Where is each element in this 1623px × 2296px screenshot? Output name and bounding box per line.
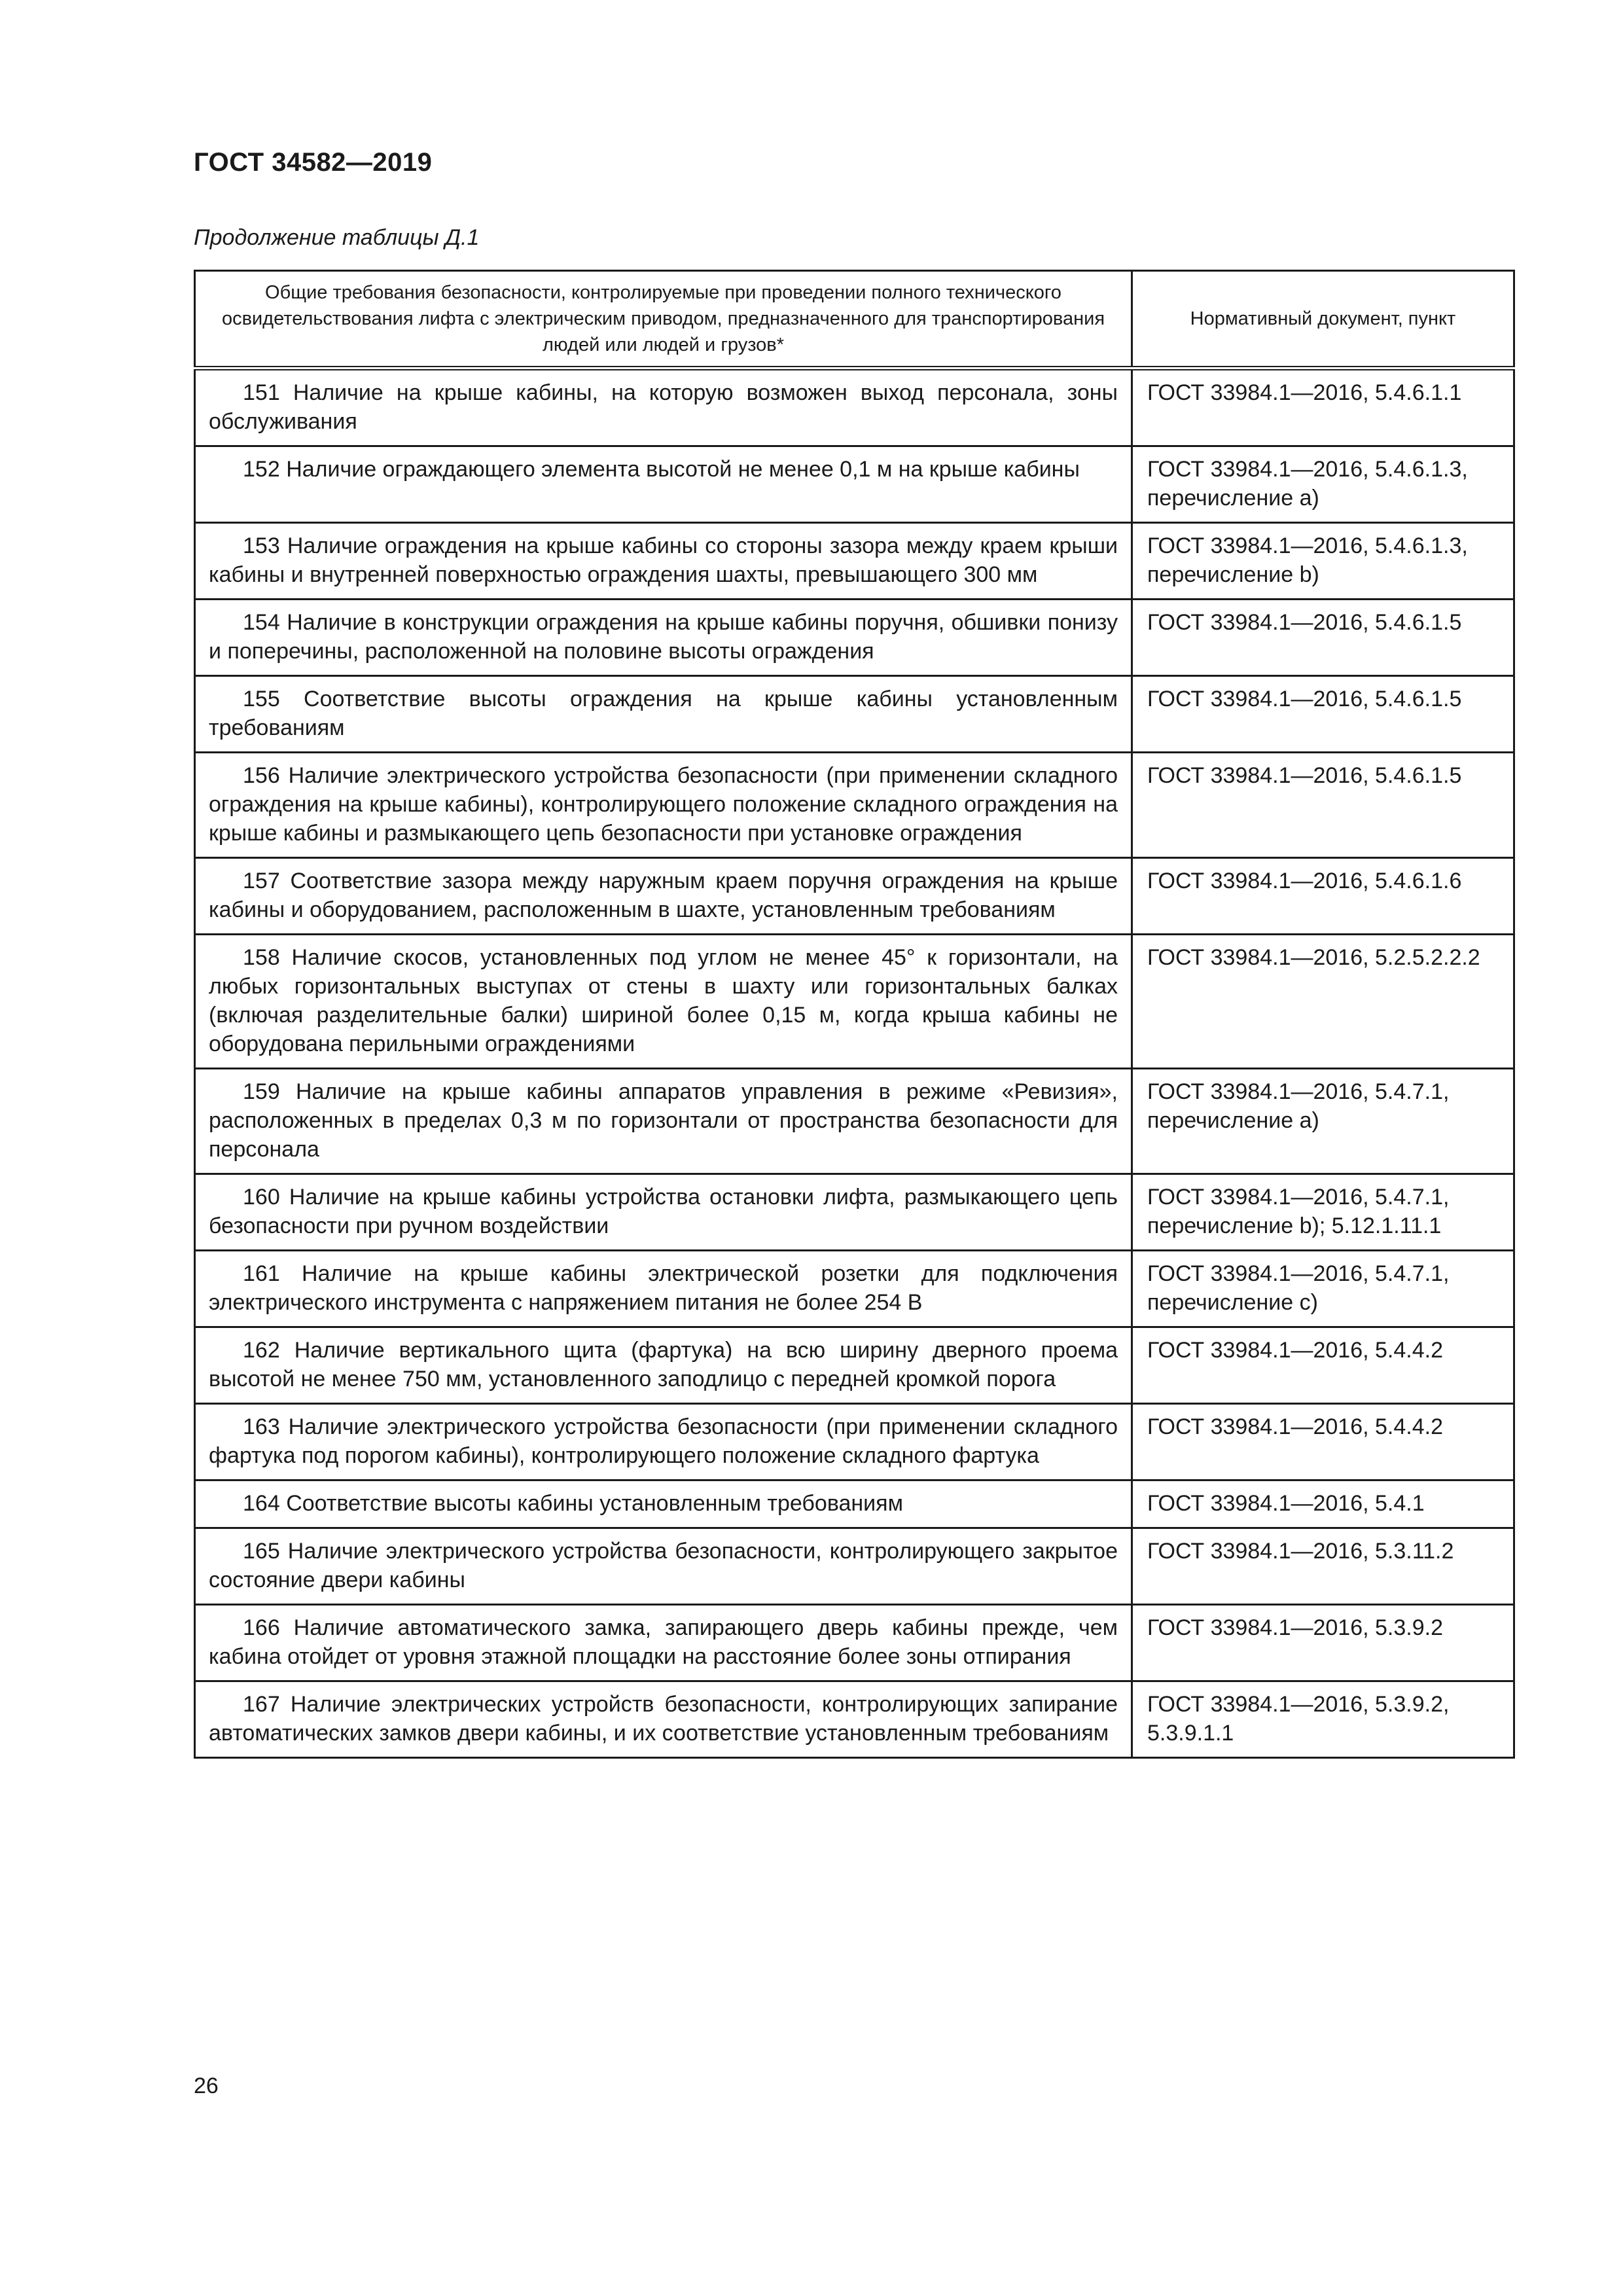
reference-cell: ГОСТ 33984.1—2016, 5.4.7.1, перечисление c) (1132, 1251, 1514, 1327)
requirement-text: Наличие на крыше кабины аппаратов управления в режиме «Ревизия», расположенных в пределах 0,3 м по горизонтали от пространства безопасности для персонала (209, 1079, 1118, 1162)
requirement-cell (195, 753, 1132, 858)
requirement-cell (195, 1404, 1132, 1480)
reference-cell: ГОСТ 33984.1—2016, 5.4.6.1.5 (1132, 676, 1514, 753)
table-row (195, 1528, 1514, 1605)
requirement-text: Соответствие высоты ограждения на крыше кабины установленным требованиям (209, 687, 1118, 740)
requirement-text: Наличие ограждающего элемента высотой не менее 0,1 м на крыше кабины (286, 457, 1080, 482)
requirement-text: Наличие скосов, установленных под углом не менее 45° к горизонтали, на любых горизонтальных выступах от стены в шахту или горизонтальных балках (включая разделительные балки) шириной более 0,15 м, когда крыша кабины не оборудована перильными ограждениями (209, 945, 1118, 1056)
requirement-cell (195, 1327, 1132, 1404)
row-number: 164 (243, 1491, 280, 1516)
requirement-cell (195, 1251, 1132, 1327)
reference-cell: ГОСТ 33984.1—2016, 5.3.11.2 (1132, 1528, 1514, 1605)
requirement-cell (195, 1480, 1132, 1528)
reference-cell: ГОСТ 33984.1—2016, 5.4.6.1.5 (1132, 753, 1514, 858)
table-row (195, 600, 1514, 676)
reference-cell: ГОСТ 33984.1—2016, 5.4.6.1.3, перечисление b) (1132, 523, 1514, 600)
row-number: 154 (243, 610, 280, 635)
table-row (195, 523, 1514, 600)
requirement-cell (195, 600, 1132, 676)
reference-cell: ГОСТ 33984.1—2016, 5.3.9.2 (1132, 1605, 1514, 1681)
requirement-text: Соответствие зазора между наружным краем поручня ограждения на крыше кабины и оборудованием, расположенным в шахте, установленным требованиям (209, 869, 1118, 922)
requirement-cell (195, 1528, 1132, 1605)
row-number: 158 (243, 945, 280, 970)
reference-cell: ГОСТ 33984.1—2016, 5.4.6.1.5 (1132, 600, 1514, 676)
table-row (195, 1251, 1514, 1327)
table-header-row (195, 271, 1514, 368)
requirement-text: Наличие электрического устройства безопасности (при применении складного фартука под порогом кабины), контролирующего положение складного фартука (209, 1414, 1118, 1468)
table-row (195, 1480, 1514, 1528)
table-row (195, 446, 1514, 523)
requirements-table (194, 270, 1515, 1759)
reference-cell: ГОСТ 33984.1—2016, 5.4.4.2 (1132, 1327, 1514, 1404)
reference-cell: ГОСТ 33984.1—2016, 5.4.7.1, перечисление a) (1132, 1069, 1514, 1174)
row-number: 166 (243, 1615, 280, 1640)
requirement-text: Соответствие высоты кабины установленным требованиям (286, 1491, 903, 1516)
row-number: 151 (243, 380, 280, 405)
reference-cell: ГОСТ 33984.1—2016, 5.4.6.1.6 (1132, 858, 1514, 935)
table-row (195, 676, 1514, 753)
row-number: 165 (243, 1539, 280, 1564)
requirement-cell (195, 1069, 1132, 1174)
table-row (195, 858, 1514, 935)
row-number: 159 (243, 1079, 280, 1104)
table-row (195, 1404, 1514, 1480)
page-number: 26 (194, 2073, 219, 2098)
requirement-cell (195, 523, 1132, 600)
row-number: 162 (243, 1338, 280, 1363)
requirement-text: Наличие на крыше кабины, на которую возможен выход персонала, зоны обслуживания (209, 380, 1118, 434)
requirement-text: Наличие в конструкции ограждения на крыше кабины поручня, обшивки понизу и поперечины, расположенной на половине высоты ограждения (209, 610, 1118, 664)
table-row (195, 753, 1514, 858)
document-code: ГОСТ 34582—2019 (194, 148, 433, 177)
requirement-text: Наличие автоматического замка, запирающего дверь кабины прежде, чем кабина отойдет от уровня этажной площадки на расстояние более зоны отпирания (209, 1615, 1118, 1669)
row-number: 167 (243, 1692, 280, 1717)
table-continuation-caption: Продолжение таблицы Д.1 (194, 225, 480, 250)
reference-cell: ГОСТ 33984.1—2016, 5.4.1 (1132, 1480, 1514, 1528)
table-row (195, 1327, 1514, 1404)
row-number: 155 (243, 687, 280, 711)
row-number: 161 (243, 1261, 280, 1286)
column-header-requirement: Общие требования безопасности, контролируемые при проведении полного технического освидетельствования лифта с электрическим приводом, предназначенного для транспортирования людей или людей и грузов* (195, 271, 1132, 368)
requirement-text: Наличие электрического устройства безопасности (при применении складного ограждения на крыше кабины), контролирующего положение складного ограждения на крыше кабины и размыкающего цепь безопасности при установке ограждения (209, 763, 1118, 846)
requirement-cell (195, 858, 1132, 935)
row-number: 153 (243, 533, 280, 558)
requirement-text: Наличие электрических устройств безопасности, контролирующих запирание автоматических замков двери кабины, и их соответствие установленным требованиям (209, 1692, 1118, 1746)
requirement-cell (195, 935, 1132, 1069)
requirement-text: Наличие на крыше кабины устройства остановки лифта, размыкающего цепь безопасности при ручном воздействии (209, 1185, 1118, 1238)
table-row (195, 1605, 1514, 1681)
table-body (195, 368, 1514, 1758)
row-number: 163 (243, 1414, 280, 1439)
reference-cell: ГОСТ 33984.1—2016, 5.4.7.1, перечисление b); 5.12.1.11.1 (1132, 1174, 1514, 1251)
reference-cell: ГОСТ 33984.1—2016, 5.3.9.2, 5.3.9.1.1 (1132, 1681, 1514, 1758)
requirement-cell (195, 1174, 1132, 1251)
table-row (195, 1174, 1514, 1251)
table-row (195, 368, 1514, 446)
table-row (195, 935, 1514, 1069)
reference-cell: ГОСТ 33984.1—2016, 5.4.4.2 (1132, 1404, 1514, 1480)
reference-cell: ГОСТ 33984.1—2016, 5.2.5.2.2.2 (1132, 935, 1514, 1069)
requirement-cell (195, 368, 1132, 446)
table-header (195, 271, 1514, 368)
reference-cell: ГОСТ 33984.1—2016, 5.4.6.1.1 (1132, 368, 1514, 446)
reference-cell: ГОСТ 33984.1—2016, 5.4.6.1.3, перечисление a) (1132, 446, 1514, 523)
table-row (195, 1069, 1514, 1174)
requirement-text: Наличие ограждения на крыше кабины со стороны зазора между краем крыши кабины и внутренней поверхностью ограждения шахты, превышающего 300 мм (209, 533, 1118, 587)
requirement-text: Наличие электрического устройства безопасности, контролирующего закрытое состояние двери кабины (209, 1539, 1118, 1592)
row-number: 160 (243, 1185, 280, 1210)
row-number: 152 (243, 457, 280, 482)
row-number: 157 (243, 869, 280, 893)
table-row (195, 1681, 1514, 1758)
column-header-reference: Нормативный документ, пункт (1132, 271, 1514, 368)
requirement-cell (195, 676, 1132, 753)
requirement-text: Наличие вертикального щита (фартука) на всю ширину дверного проема высотой не менее 750 мм, установленного заподлицо с передней кромкой порога (209, 1338, 1118, 1391)
requirement-cell (195, 1605, 1132, 1681)
requirement-cell (195, 446, 1132, 523)
row-number: 156 (243, 763, 280, 788)
requirement-cell (195, 1681, 1132, 1758)
requirement-text: Наличие на крыше кабины электрической розетки для подключения электрического инструмента с напряжением питания не более 254 В (209, 1261, 1118, 1315)
